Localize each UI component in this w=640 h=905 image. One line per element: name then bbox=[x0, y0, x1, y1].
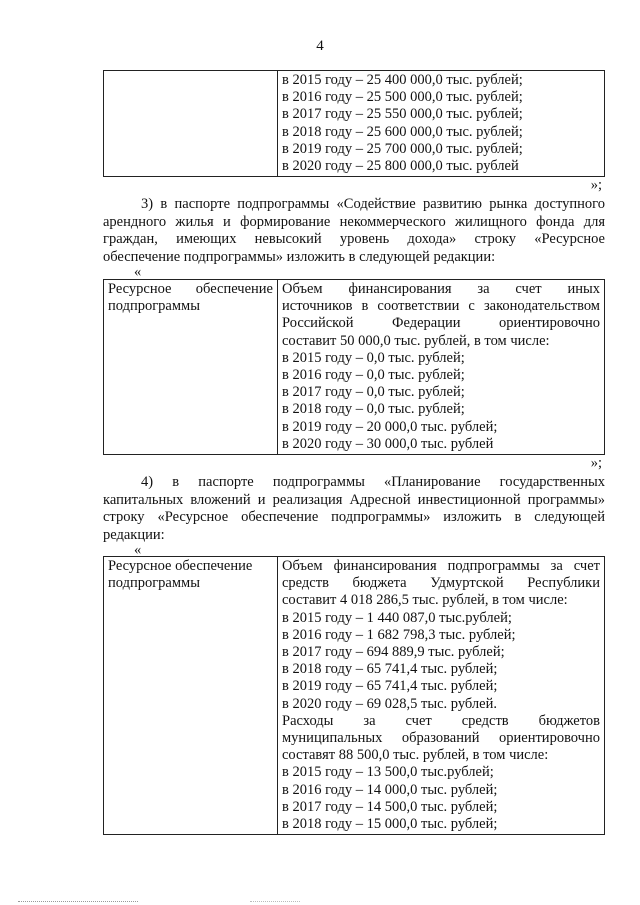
intro-line: источников в соответствии с законодательством bbox=[282, 298, 600, 315]
intro-line: муниципальных образований ориентировочно bbox=[282, 730, 600, 747]
year-line: в 2019 году – 65 741,4 тыс. рублей; bbox=[282, 678, 498, 695]
table-label-cell bbox=[104, 280, 278, 455]
table-row bbox=[104, 280, 605, 455]
intro-line: Объем финансирования за счет иных bbox=[282, 281, 600, 297]
paragraph-line: редакции: bbox=[103, 526, 165, 543]
year-line: в 2017 году – 14 500,0 тыс. рублей; bbox=[282, 798, 498, 815]
year-line: в 2015 году – 1 440 087,0 тыс.рублей; bbox=[282, 609, 512, 626]
table-row bbox=[104, 557, 605, 835]
year-line: в 2016 году – 25 500 000,0 тыс. рублей; bbox=[282, 89, 523, 106]
page-number: 4 bbox=[316, 38, 324, 54]
table-value-cell bbox=[278, 71, 605, 177]
intro-line: Объем финансирования подпрограммы за счет bbox=[282, 558, 600, 574]
year-line: в 2015 году – 13 500,0 тыс.рублей; bbox=[282, 764, 494, 781]
table-label-cell bbox=[104, 557, 278, 835]
year-line: в 2018 году – 15 000,0 тыс. рублей; bbox=[282, 816, 498, 833]
year-line: в 2019 году – 25 700 000,0 тыс. рублей; bbox=[282, 140, 523, 157]
year-line: в 2017 году – 25 550 000,0 тыс. рублей; bbox=[282, 106, 523, 123]
paragraph-line: 3) в паспорте подпрограммы «Содействие развитию рынка доступного bbox=[141, 196, 605, 212]
intro-line: средств бюджета Удмуртской Республики bbox=[282, 575, 600, 592]
intro-line: составит 4 018 286,5 тыс. рублей, в том числе: bbox=[282, 592, 568, 609]
closing-quote-1: »; bbox=[590, 177, 602, 193]
year-line: в 2018 году – 65 741,4 тыс. рублей; bbox=[282, 661, 498, 678]
row-label: Ресурсное обеспечение bbox=[108, 281, 273, 297]
year-line: в 2020 году – 30 000,0 тыс. рублей bbox=[282, 435, 494, 452]
paragraph-line: арендного жилья и формирование некоммерческого жилищного фонда для bbox=[103, 213, 605, 230]
paragraph-line: капитальных вложений и реализация Адресной инвестиционной программы» bbox=[103, 491, 605, 508]
year-line: в 2018 году – 0,0 тыс. рублей; bbox=[282, 401, 465, 418]
intro-line: Расходы за счет средств бюджетов bbox=[282, 712, 600, 729]
year-line: в 2015 году – 0,0 тыс. рублей; bbox=[282, 349, 465, 366]
funding-table-3 bbox=[103, 556, 605, 835]
paragraph-4 bbox=[103, 474, 605, 544]
row-label: подпрограммы bbox=[108, 575, 200, 592]
year-line: в 2017 году – 0,0 тыс. рублей; bbox=[282, 384, 465, 401]
year-line: в 2020 году – 69 028,5 тыс. рублей. bbox=[282, 695, 497, 712]
paragraph-line: граждан, имеющих невысокий уровень дохода» строку «Ресурсное bbox=[103, 231, 605, 247]
year-line: в 2016 году – 0,0 тыс. рублей; bbox=[282, 367, 465, 384]
year-line: в 2019 году – 20 000,0 тыс. рублей; bbox=[282, 418, 498, 435]
intro-line: составит 50 000,0 тыс. рублей, в том числе: bbox=[282, 332, 550, 349]
table-value-cell bbox=[278, 280, 605, 455]
intro-line: составят 88 500,0 тыс. рублей, в том числе: bbox=[282, 747, 549, 764]
opening-quote-3: « bbox=[134, 542, 142, 558]
paragraph-line: строку «Ресурсное обеспечение подпрограммы» изложить в следующей bbox=[103, 509, 605, 525]
table-row bbox=[104, 71, 605, 177]
closing-quote-2: »; bbox=[590, 455, 602, 471]
funding-table-1 bbox=[103, 70, 605, 177]
year-line: в 2016 году – 1 682 798,3 тыс. рублей; bbox=[282, 626, 516, 643]
year-line: в 2017 году – 694 889,9 тыс. рублей; bbox=[282, 644, 505, 661]
scan-artifact bbox=[250, 898, 300, 902]
intro-line: Российской Федерации ориентировочно bbox=[282, 315, 600, 332]
table-value-cell bbox=[278, 557, 605, 835]
year-line: в 2016 году – 14 000,0 тыс. рублей; bbox=[282, 781, 498, 798]
year-line: в 2015 году – 25 400 000,0 тыс. рублей; bbox=[282, 72, 523, 88]
scan-artifact bbox=[18, 898, 138, 902]
paragraph-line: 4) в паспорте подпрограммы «Планирование государственных bbox=[141, 474, 605, 490]
paragraph-3 bbox=[103, 196, 605, 266]
year-line: в 2020 году – 25 800 000,0 тыс. рублей bbox=[282, 158, 519, 175]
row-label: подпрограммы bbox=[108, 298, 200, 315]
year-line: в 2018 году – 25 600 000,0 тыс. рублей; bbox=[282, 123, 523, 140]
paragraph-line: обеспечение подпрограммы» изложить в следующей редакции: bbox=[103, 248, 496, 265]
table-label-cell bbox=[104, 71, 278, 177]
opening-quote-2: « bbox=[134, 264, 142, 280]
funding-table-2 bbox=[103, 279, 605, 455]
row-label: Ресурсное обеспечение bbox=[108, 558, 253, 574]
